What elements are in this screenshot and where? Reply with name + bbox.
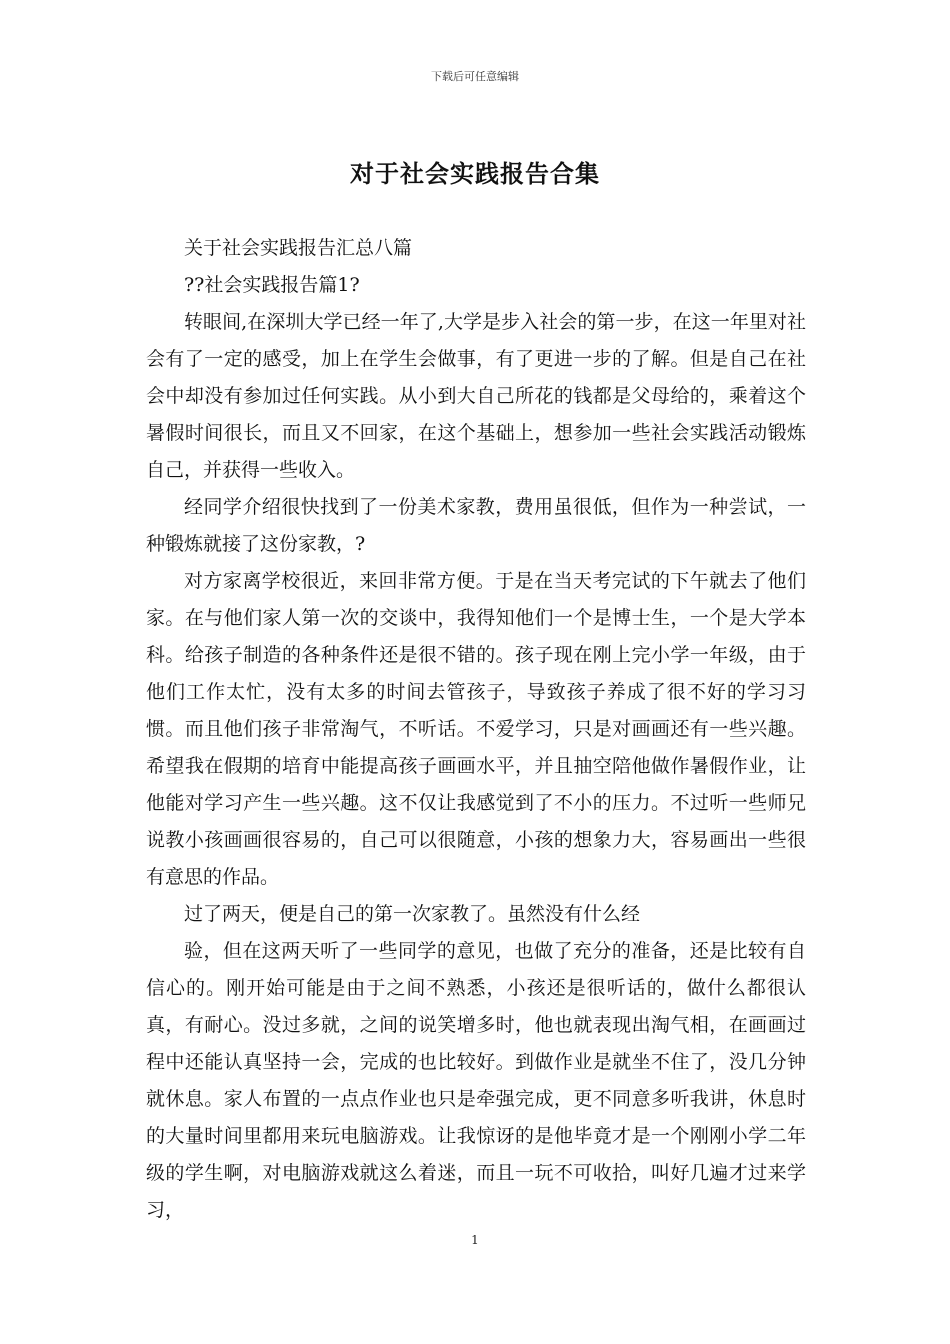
paragraph: 验，但在这两天听了一些同学的意见，也做了充分的准备，还是比较有自信心的。刚开始可能是由于之间不熟悉，小孩还是很听话的，做什么都很认真，有耐心。没过多就，之间的说笑增多时，他也就表现出淘气相，在画画过程中还能认真坚持一会，完成的也比较好。到做作业是就坐不住了，没几分钟就休息。家人布置的一点点作业也只是牵强完成，更不同意多听我讲，休息时的大量时间里都用来玩电脑游戏。让我惊讶的是他毕竟才是一个刚刚小学二年级的学生啊，对电脑游戏就这么着迷，而且一玩不可收拾，叫好几遍才过来学习， [146,940,806,1221]
paragraph-subtitle: 关于社会实践报告汇总八篇 [184,237,413,259]
paragraph: 转眼间,在深圳大学已经一年了,大学是步入社会的第一步，在这一年里对社会有了一定的感受，加上在学生会做事，有了更进一步的了解。但是自己在社会中却没有参加过任何实践。从小到大自己所花的钱都是父母给的，乘着这个暑假时间很长，而且又不回家，在这个基础上，想参加一些社会实践活动锻炼自己，并获得一些收入。 [146,311,806,481]
paragraph: 过了两天，便是自己的第一次家教了。虽然没有什么经 [184,903,641,925]
paragraph-section-heading: ??社会实践报告篇1? [184,274,360,296]
paragraph: 对方家离学校很近，来回非常方便。于是在当天考完试的下午就去了他们家。在与他们家人第一次的交谈中，我得知他们一个是博士生，一个是大学本科。给孩子制造的各种条件还是很不错的。孩子现在刚上完小学一年级，由于他们工作太忙，没有太多的时间去管孩子，导致孩子养成了很不好的学习习惯。而且他们孩子非常淘气，不听话。不爱学习，只是对画画还有一些兴趣。希望我在假期的培育中能提高孩子画画水平，并且抽空陪他做作暑假作业，让他能对学习产生一些兴趣。这不仅让我感觉到了不小的压力。不过听一些师兄说教小孩画画很容易的，自己可以很随意，小孩的想象力大，容易画出一些很有意思的作品。 [146,570,806,888]
document-title: 对于社会实践报告合集 [350,159,600,188]
page-number: 1 [471,1233,479,1247]
document-body [146,230,806,1229]
header-note: 下载后可任意编辑 [431,70,519,83]
paragraph: 经同学介绍很快找到了一份美术家教，费用虽很低，但作为一种尝试，一种锻炼就接了这份家教，? [146,496,806,555]
